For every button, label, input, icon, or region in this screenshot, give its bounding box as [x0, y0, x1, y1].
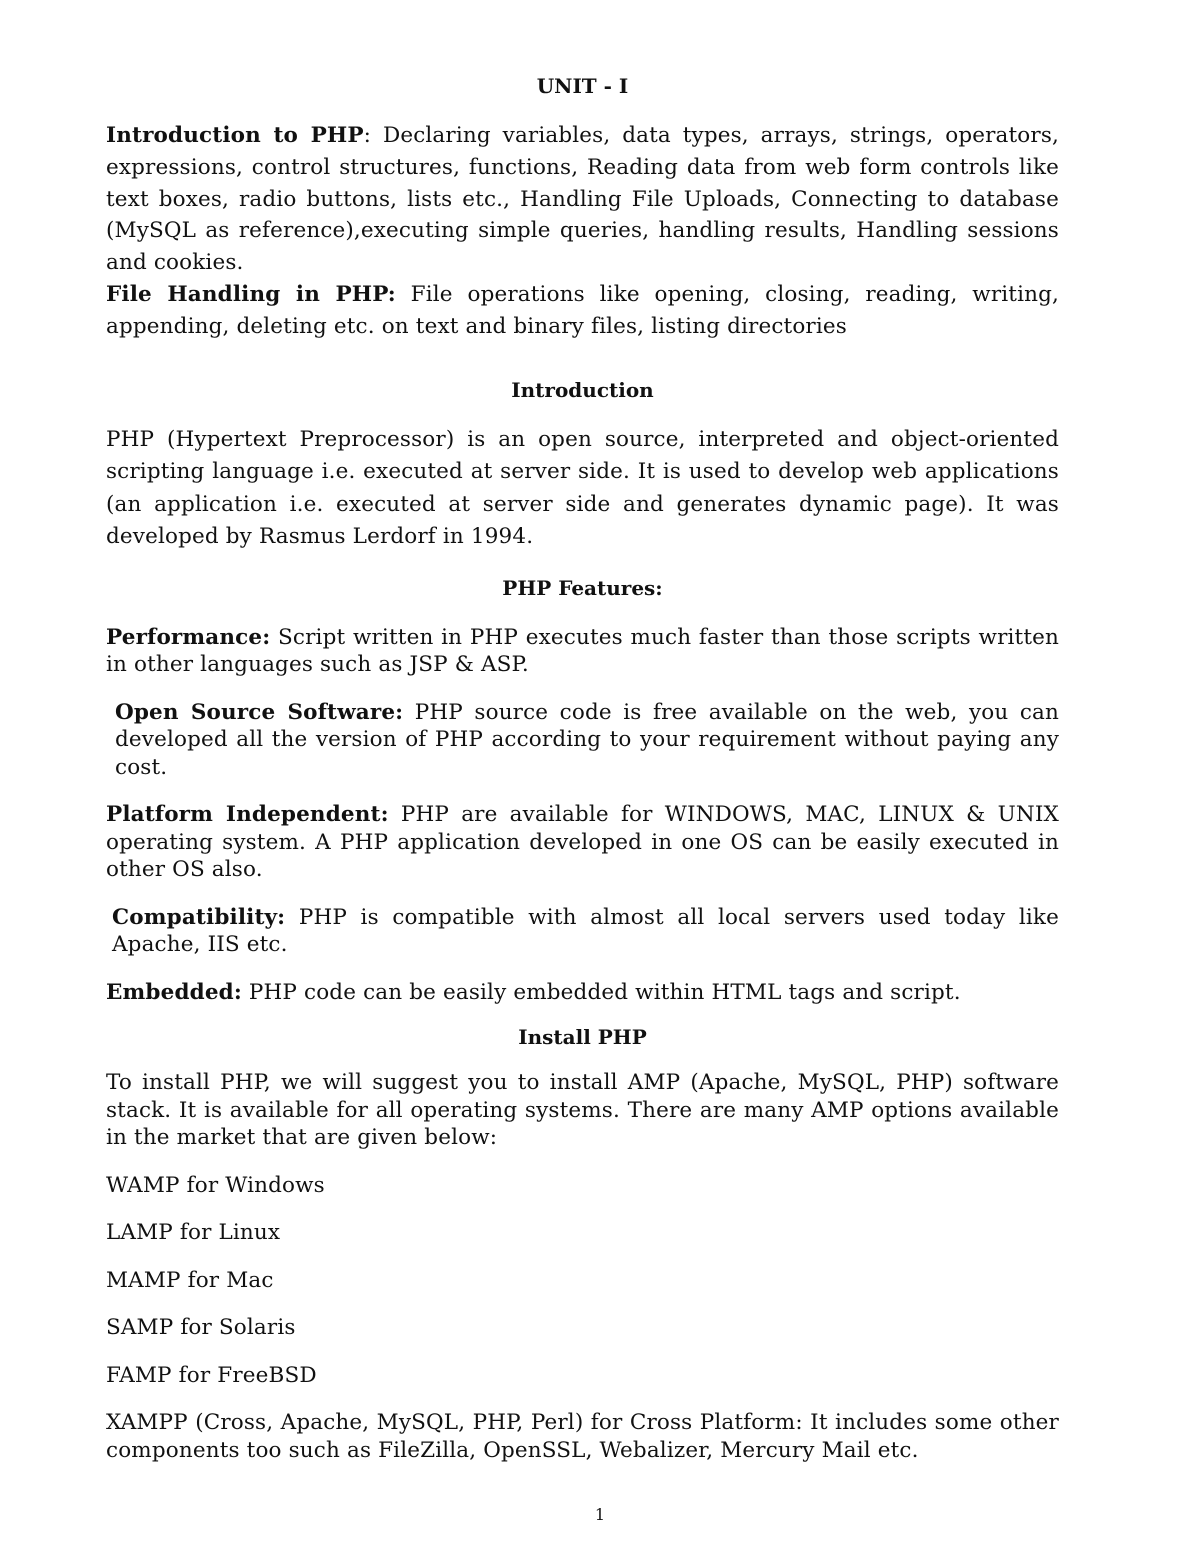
syllabus-intro-label: Introduction to PHP [106, 123, 364, 148]
feature-text: PHP is compatible with almost all local servers used today like Apache, IIS etc. [112, 904, 1059, 958]
feature-text: PHP are available for WINDOWS, MAC, LINUX & UNIX operating system. A PHP application developed in one OS can be easily executed in other OS also. [106, 802, 1059, 883]
syllabus-file-label: File Handling in PHP: [106, 281, 396, 307]
unit-title: UNIT - I [536, 74, 629, 98]
feature-text: PHP source code is free available on the web, you can developed all the version of PHP according to your requirement without paying any cost. [115, 699, 1059, 780]
syllabus-intro [106, 120, 1059, 279]
install-option: WAMP for Windows [106, 1172, 325, 1198]
feature-label: Performance: [106, 624, 271, 650]
syllabus-file-handling [106, 279, 1059, 343]
feature-item [106, 904, 1059, 959]
feature-item [106, 979, 1059, 1007]
install-option: MAMP for Mac [106, 1267, 274, 1293]
install-heading: Install PHP [518, 1025, 647, 1050]
feature-label: Compatibility: [112, 904, 286, 930]
page-number: 1 [594, 1505, 606, 1524]
introduction-text: PHP (Hypertext Preprocessor) is an open source, interpreted and object-oriented scripting language i.e. executed at server side. It is used to develop web applications (an application i.e. executed at server side and generates dynamic page). It was developed by Rasmus Lerdorf in 1994. [106, 426, 1059, 550]
feature-label: Embedded: [106, 979, 242, 1005]
syllabus-file-text: File operations like opening, closing, reading, writing, appending, deleting etc. on text and binary files, listing directories [106, 281, 1059, 339]
feature-text: Script written in PHP executes much faster than those scripts written in other languages such as JSP & ASP. [106, 624, 1059, 678]
feature-label: Platform Independent: [106, 802, 389, 828]
install-option: FAMP for FreeBSD [106, 1362, 317, 1388]
document-page [106, 70, 1059, 1464]
install-intro: To install PHP, we will suggest you to install AMP (Apache, MySQL, PHP) software stack. It is available for all operating systems. There are many AMP options available in the market that are given below: [106, 1070, 1059, 1151]
features-heading: PHP Features: [502, 575, 663, 600]
feature-text: PHP code can be easily embedded within HTML tags and script. [241, 979, 961, 1005]
feature-label: Open Source Software: [115, 699, 404, 725]
install-option: LAMP for Linux [106, 1220, 281, 1246]
feature-item [106, 699, 1059, 782]
feature-item [106, 801, 1059, 884]
install-option: SAMP for Solaris [106, 1315, 296, 1341]
syllabus-intro-text: : Declaring variables, data types, arrays, strings, operators, expressions, control structures, functions, Reading data from web form controls like text boxes, radio buttons, lists etc., Handling File Uploads, Connecting to database (MySQL as reference),executing simple queries, handling results, Handling sessions and cookies. [106, 123, 1059, 276]
introduction-heading: Introduction [511, 377, 654, 402]
feature-item [106, 624, 1059, 679]
install-xampp: XAMPP (Cross, Apache, MySQL, PHP, Perl) for Cross Platform: It includes some other components too such as FileZilla, OpenSSL, Webalizer, Mercury Mail etc. [106, 1410, 1059, 1463]
